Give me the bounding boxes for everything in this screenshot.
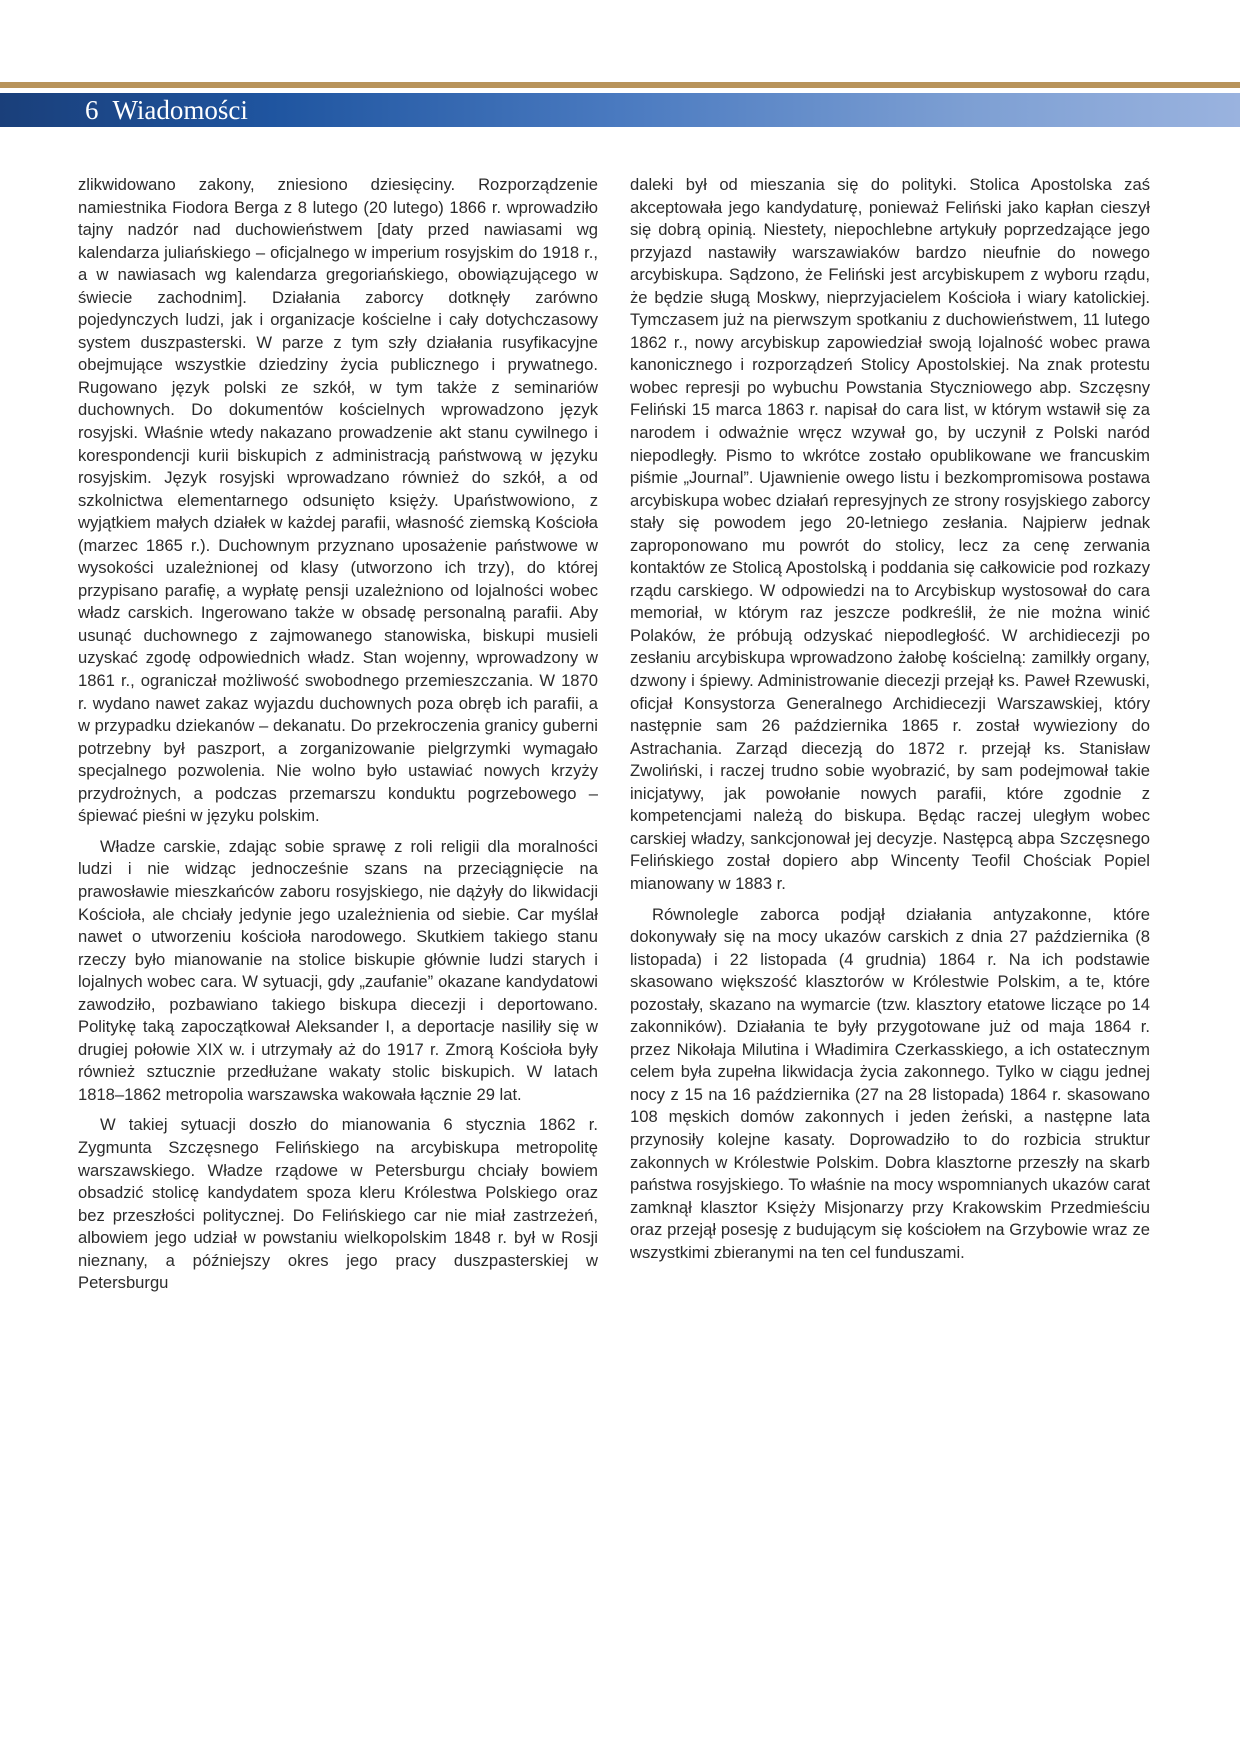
article-column-right (630, 174, 1150, 1272)
paragraph: Równolegle zaborca podjął działania antyzakonne, które dokonywały się na mocy ukazów carskich z dnia 27 października (8 listopada) i 22 listopada (4 grudnia) 1864 r. Na ich podstawie skasowano większość klasztorów w Królestwie Polskim, a te, które pozostały, skazano na wymarcie (tzw. klasztory etatowe liczące po 14 zakonników). Działania te były przygotowane już od maja 1864 r. przez Nikołaja Milutina i Władimira Czerkasskiego, a ich ostatecznym celem była zupełna likwidacja życia zakonnego. Tylko w ciągu jednej nocy z 15 na 16 października (27 na 28 listopada) 1864 r. skasowano 108 męskich domów zakonnych i jeden żeński, a następne lata przynosiły kolejne kasaty. Doprowadziło to do rozbicia struktur zakonnych w Królestwie Polskim. Dobra klasztorne przeszły na skarb państwa rosyjskiego. To właśnie na mocy wspomnianych ukazów carat zamknął klasztor Księży Misjonarzy przy Krakowskim Przedmieściu oraz przejął posesję z budującym się kościołem na Grzybowie wraz ze wszystkimi zbieranymi na ten cel funduszami. (630, 904, 1150, 1262)
page-number: 6 (85, 95, 99, 125)
section-title: Wiadomości (112, 95, 248, 125)
article-column-left (78, 174, 598, 1303)
running-header (85, 93, 248, 127)
paragraph: daleki był od mieszania się do polityki. Stolica Apostolska zaś akceptowała jego kandydaturę, ponieważ Feliński jako kapłan cieszył się dobrą opinią. Niestety, niepochlebne artykuły poprzedzające jego przyjazd nastawiły warszawiaków bardzo nieufnie do nowego arcybiskupa. Sądzono, że Feliński jest arcybiskupem z wyboru rządu, że będzie sługą Moskwy, nieprzyjacielem Kościoła i wiary katolickiej. Tymczasem już na pierwszym spotkaniu z duchowieństwem, 11 lutego 1862 r., nowy arcybiskup zapowiedział swoją lojalność wobec prawa kanonicznego i rozporządzeń Stolicy Apostolskiej. Na znak protestu wobec represji po wybuchu Powstania Styczniowego abp. Szczęsny Feliński 15 marca 1863 r. napisał do cara list, w którym wstawił się za narodem i odważnie wręcz wzywał go, by uczynił z Polski naród niepodległy. Pismo to wkrótce zostało opublikowane we francuskim piśmie „Journal”. Ujawnienie owego listu i bezkompromisowa postawa arcybiskupa wobec działań represyjnych ze strony rosyjskiego zaborcy stały się powodem jego 20-letniego zesłania. Najpierw jednak zaproponowano mu powrót do stolicy, lecz za cenę zerwania kontaktów ze Stolicą Apostolską i poddania się całkowicie pod rozkazy rządu carskiego. W odpowiedzi na to Arcybiskup wystosował do cara memoriał, w którym raz jeszcze podkreślił, że nie można winić Polaków, że próbują odzyskać niepodległość. W archidiecezji po zesłaniu arcybiskupa wprowadzono żałobę kościelną: zamilkły organy, dzwony i śpiewy. Administrowanie diecezji przejął ks. Paweł Rzewuski, oficjał Konsystorza Generalnego Archidiecezji Warszawskiej, który następnie sam 26 października 1865 r. został wywieziony do Astrachania. Zarząd diecezją do 1872 r. przejął ks. Stanisław Zwoliński, i raczej trudno sobie wyobrazić, by sam podejmował takie inicjatywy, jak powołanie nowych parafii, które zgodnie z kompetencjami należą do biskupa. Będąc raczej uległym wobec carskiej władzy, sankcjonował jej decyzje. Następcą abpa Szczęsnego Felińskiego został dopiero abp Wincenty Teofil Chościak Popiel mianowany w 1883 r. (630, 175, 1150, 893)
paragraph: W takiej sytuacji doszło do mianowania 6 stycznia 1862 r. Zygmunta Szczęsnego Felińskiego na arcybiskupa metropolitę warszawskiego. Władze rządowe w Petersburgu chciały bowiem obsadzić stolicę kandydatem spoza kleru Królestwa Polskiego oraz bez przeszłości politycznej. Do Felińskiego car nie miał zastrzeżeń, albowiem jego udział w powstaniu wielkopolskim 1848 r. był w Rosji nieznany, a późniejszy okres jego pracy duszpasterskiej w Petersburgu (78, 1115, 598, 1293)
paragraph: zlikwidowano zakony, zniesiono dziesięciny. Rozporządzenie namiestnika Fiodora Berga z 8 lutego (20 lutego) 1866 r. wprowadziło tajny nadzór nad duchowieństwem [daty przed nawiasami wg kalendarza juliańskiego – oficjalnego w imperium rosyjskim do 1918 r., a w nawiasach wg kalendarza gregoriańskiego, obowiązującego w świecie zachodnim]. Działania zaborcy dotknęły zarówno pojedynczych ludzi, jak i organizacje kościelne i cały dotychczasowy system duszpasterski. W parze z tym szły działania rusyfikacyjne obejmujące wszystkie dziedziny życia publicznego i prywatnego. Rugowano język polski ze szkół, w tym także z seminariów duchownych. Do dokumentów kościelnych wprowadzono język rosyjski. Właśnie wtedy nakazano prowadzenie akt stanu cywilnego i korespondencji kurii biskupich z administracją państwową w języku rosyjskim. Język rosyjski wprowadzano również do szkół, a od szkolnictwa elementarnego odsunięto księży. Upaństwowiono, z wyjątkiem małych działek w każdej parafii, własność ziemską Kościoła (marzec 1865 r.). Duchownym przyznano uposażenie państwowe w wysokości uzależnionej od klasy (utworzono ich trzy), do której przypisano parafię, a wypłatę pensji uzależniono od lojalności wobec władz carskich. Ingerowano także w obsadę personalną parafii. Aby usunąć duchownego z zajmowanego stanowiska, biskupi musieli uzyskać zgodę odpowiednich władz. Stan wojenny, wprowadzony w 1861 r., ograniczał możliwość swobodnego przemieszczania. W 1870 r. wydano nawet zakaz wyjazdu duchownych poza obręb ich parafii, a w przypadku dziekanów – dekanatu. Do przekroczenia granicy guberni potrzebny był paszport, a zorganizowanie pielgrzymki wymagało specjalnego pozwolenia. Nie wolno było ustawiać nowych krzyży przydrożnych, a podczas przemarszu konduktu pogrzebowego – śpiewać pieśni w języku polskim. (78, 175, 598, 826)
header-gold-rule (0, 82, 1240, 88)
paragraph: Władze carskie, zdając sobie sprawę z roli religii dla moralności ludzi i nie widząc jednocześnie szans na przeciągnięcie na prawosławie mieszkańców zaboru rosyjskiego, nie dążyły do likwidacji Kościoła, ale chciały jedynie jego uzależnienia od siebie. Car myślał nawet o utworzeniu kościoła narodowego. Skutkiem takiego stanu rzeczy było mianowanie na stolice biskupie głównie ludzi starych i lojalnych wobec cara. W sytuacji, gdy „zaufanie” okazane kandydatowi zawodziło, pozbawiano takiego biskupa diecezji i deportowano. Politykę taką zapoczątkował Aleksander I, a deportacje nasiliły się w drugiej połowie XIX w. i utrzymały aż do 1917 r. Zmorą Kościoła były również sztucznie przedłużane wakaty stolic biskupich. W latach 1818–1862 metropolia warszawska wakowała łącznie 29 lat. (78, 836, 598, 1104)
